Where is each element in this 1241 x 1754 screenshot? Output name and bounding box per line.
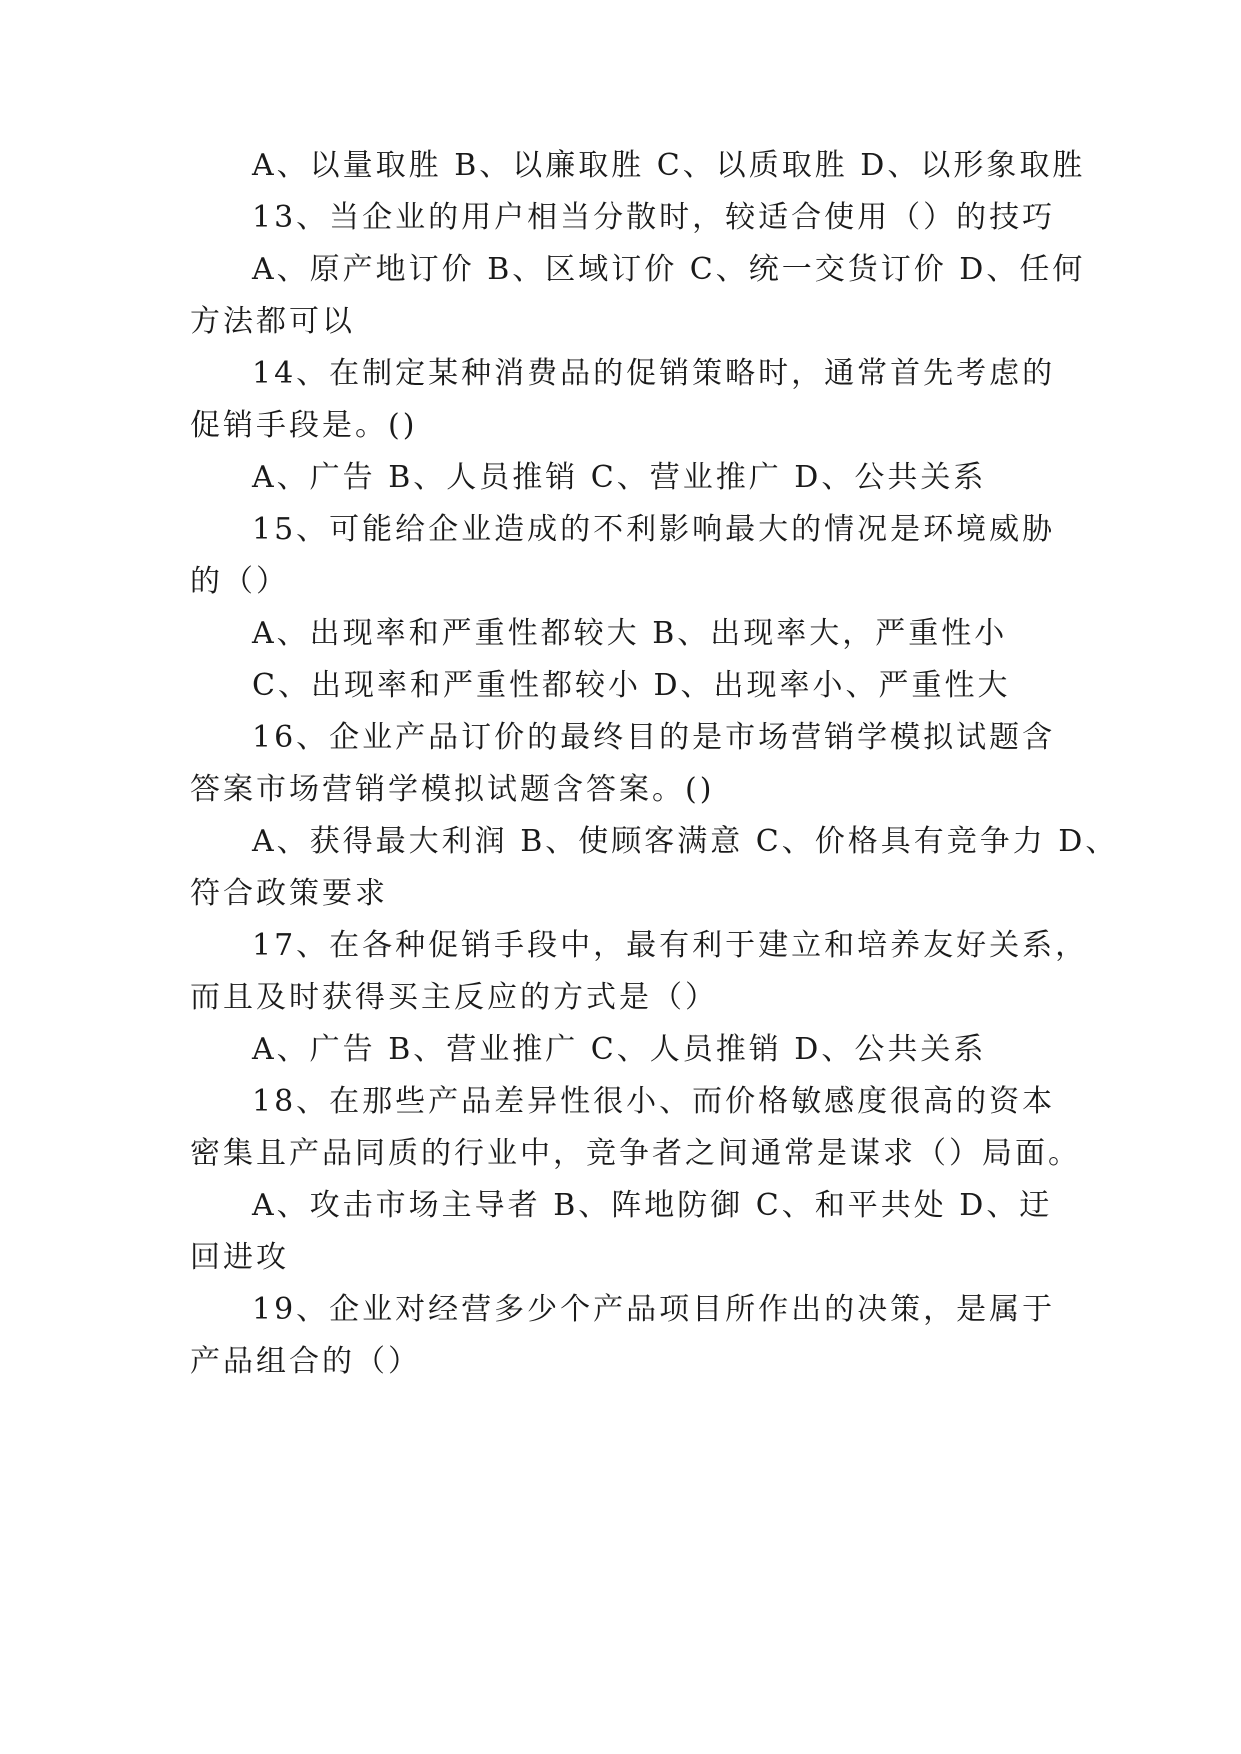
option-line-q12: A、以量取胜 B、以廉取胜 C、以质取胜 D、以形象取胜 [252,148,1086,183]
question-18: 18、在那些产品差异性很小、而价格敏感度很高的资本 [252,1084,1056,1119]
question-18-cont: 密集且产品同质的行业中，竞争者之间通常是谋求（）局面。 [190,1136,1081,1171]
question-14-cont: 促销手段是。() [190,408,418,443]
option-line-q18-cont: 回进攻 [190,1240,289,1275]
option-line-q14: A、广告 B、人员推销 C、营业推广 D、公共关系 [252,460,987,495]
question-15-cont: 的（） [190,564,289,599]
question-16-cont: 答案市场营销学模拟试题含答案。() [190,772,715,807]
option-line-q13-cont: 方法都可以 [190,304,355,339]
option-line-q15-a: A、出现率和严重性都较大 B、出现率大，严重性小 [252,616,1008,651]
question-13: 13、当企业的用户相当分散时，较适合使用（）的技巧 [252,200,1056,235]
question-16: 16、企业产品订价的最终目的是市场营销学模拟试题含 [252,720,1056,755]
question-17-cont: 而且及时获得买主反应的方式是（） [190,980,718,1015]
option-line-q16-cont: 符合政策要求 [190,876,388,911]
option-line-q16: A、获得最大利润 B、使顾客满意 C、价格具有竞争力 D、 [252,824,1119,859]
question-14: 14、在制定某种消费品的促销策略时，通常首先考虑的 [252,356,1056,391]
option-line-q18: A、攻击市场主导者 B、阵地防御 C、和平共处 D、迂 [252,1188,1053,1223]
question-17: 17、在各种促销手段中，最有利于建立和培养友好关系， [252,928,1089,963]
option-line-q17: A、广告 B、营业推广 C、人员推销 D、公共关系 [252,1032,987,1067]
question-19: 19、企业对经营多少个产品项目所作出的决策，是属于 [252,1292,1056,1327]
question-15: 15、可能给企业造成的不利影响最大的情况是环境威胁 [252,512,1056,547]
option-line-q15-c: C、出现率和严重性都较小 D、出现率小、严重性大 [252,668,1011,703]
question-19-cont: 产品组合的（） [190,1344,421,1379]
option-line-q13: A、原产地订价 B、区域订价 C、统一交货订价 D、任何 [252,252,1086,287]
